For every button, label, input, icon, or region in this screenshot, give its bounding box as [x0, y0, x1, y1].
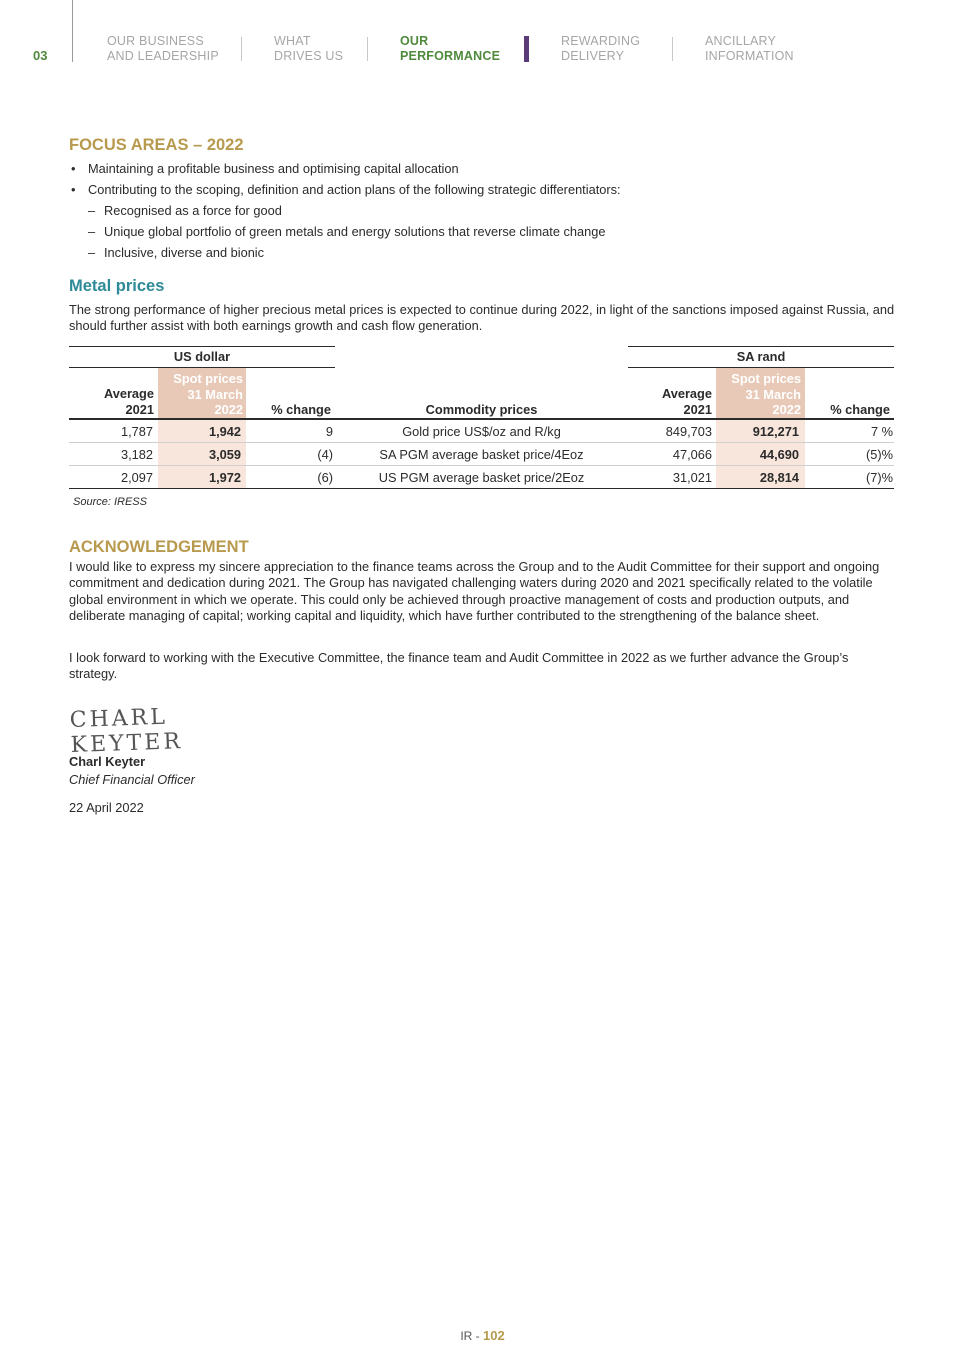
nav-active-marker [524, 36, 529, 62]
rule [69, 418, 894, 420]
nav-rewarding-delivery[interactable]: REWARDING DELIVERY [561, 34, 641, 63]
metal-prices-intro: The strong performance of higher precious metal prices is expected to continue during 2022, in light of the sanctions imposed against Russia, and should further assist with both earnings growth and cash flow generation. [69, 302, 895, 334]
acknowledgement-para: I would like to express my sincere appreciation to the finance teams across the Group and to the Audit Committee for their support and ongoing commitment and dedication during 2021. The Group has navigated challenging waters during 2020 and 2021 specifically related to the volatile global environment in which we operate. This could only be achieved through proactive management of costs and production outputs, and deliberate managing of capital; working capital and liquidity, which have further contributed to the strengthening of the balance sheet. [69, 559, 880, 623]
rule [69, 346, 335, 347]
dash-marker: – [88, 245, 96, 260]
nav-our-performance[interactable]: OUR PERFORMANCE [400, 34, 501, 63]
col-commodity: Commodity prices [425, 402, 538, 417]
dash-marker: – [88, 203, 96, 218]
group-usd: US dollar [173, 349, 231, 364]
nav-separator [241, 37, 242, 61]
page-footer: IR - 102 [460, 1328, 505, 1343]
focus-bullet: Maintaining a profitable business and optimising capital allocation [88, 161, 459, 176]
row-divider [69, 465, 894, 466]
focus-areas-heading: FOCUS AREAS – 2022 [69, 136, 244, 154]
nav-separator [367, 37, 368, 61]
col-avg-zar: Average 2021 [661, 386, 712, 417]
nav-separator [672, 37, 673, 61]
signatory-role: Chief Financial Officer [69, 772, 195, 787]
col-spot-zar: Spot prices 31 March 2022 [731, 371, 801, 417]
rule [628, 367, 894, 368]
rule [628, 346, 894, 347]
nav-ancillary-information[interactable]: ANCILLARY INFORMATION [705, 34, 794, 63]
signature: CHARL KEYTER [69, 704, 184, 759]
col-change-zar: % change [830, 402, 890, 417]
nav-what-drives-us[interactable]: WHAT DRIVES US [274, 34, 344, 63]
nav-our-business[interactable]: OUR BUSINESS AND LEADERSHIP [107, 34, 219, 63]
bullet-marker: • [71, 182, 76, 197]
signatory-name: Charl Keyter [69, 754, 146, 769]
metal-prices-heading: Metal prices [69, 277, 165, 295]
rule [69, 367, 335, 368]
focus-bullet: Contributing to the scoping, definition and action plans of the following strategic differentiators: [88, 182, 621, 197]
signature-date: 22 April 2022 [69, 800, 144, 815]
row-divider [69, 442, 894, 443]
acknowledgement-para: I look forward to working with the Executive Committee, the finance team and Audit Committee in 2022 as we further advance the Group’s strategy. [69, 650, 849, 682]
dash-marker: – [88, 224, 96, 239]
bullet-marker: • [71, 161, 76, 176]
acknowledgement-heading: ACKNOWLEDGEMENT [69, 538, 249, 556]
table-source: Source: IRESS [73, 496, 147, 508]
focus-sub-bullet: Recognised as a force for good [104, 203, 282, 218]
rule [69, 488, 894, 489]
focus-sub-bullet: Unique global portfolio of green metals and energy solutions that reverse climate change [104, 224, 606, 239]
col-change-usd: % change [271, 402, 331, 417]
section-number: 03 [33, 48, 48, 63]
group-zar: SA rand [736, 349, 786, 364]
col-spot-usd: Spot prices 31 March 2022 [173, 371, 243, 417]
header-divider [72, 0, 73, 62]
col-avg-usd: Average 2021 [103, 386, 154, 417]
focus-sub-bullet: Inclusive, diverse and bionic [104, 245, 265, 260]
page-number: 102 [482, 1328, 505, 1343]
